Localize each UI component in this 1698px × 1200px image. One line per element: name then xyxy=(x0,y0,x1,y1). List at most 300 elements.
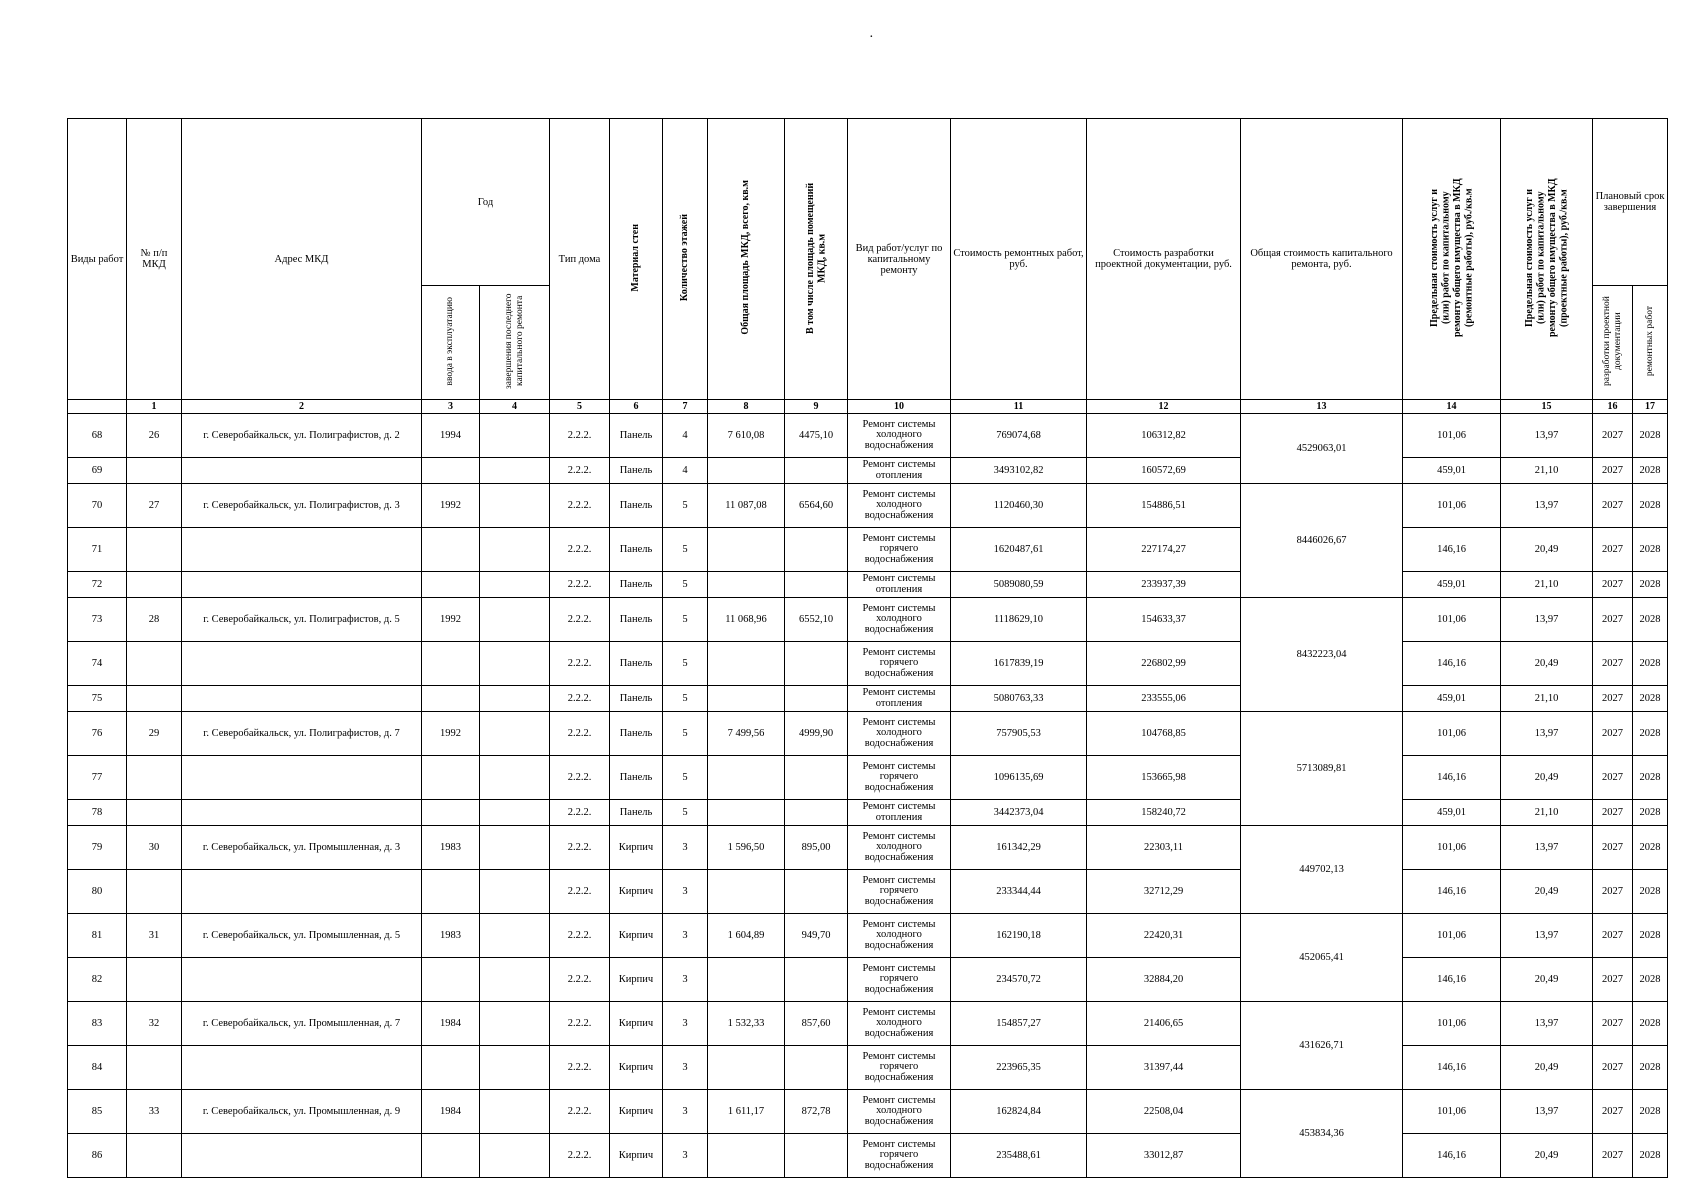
cell-floors: 5 xyxy=(663,800,708,826)
cell-address: г. Северобайкальск, ул. Полиграфистов, д. 5 xyxy=(182,598,422,642)
cell-wall-material: Панель xyxy=(610,528,663,572)
cell-nn-mkd: 31 xyxy=(127,914,182,958)
cell-limit-repair: 101,06 xyxy=(1403,712,1501,756)
cell-repair-deadline: 2028 xyxy=(1633,642,1668,686)
cell-vid-rabot: 69 xyxy=(68,458,127,484)
cell-repair-cost: 162190,18 xyxy=(951,914,1087,958)
cell-limit-repair: 101,06 xyxy=(1403,414,1501,458)
cell-total-area: 11 087,08 xyxy=(708,484,785,528)
cell-vid-rabot: 73 xyxy=(68,598,127,642)
cell-repair-deadline: 2028 xyxy=(1633,914,1668,958)
cell-wall-material: Панель xyxy=(610,686,663,712)
column-number-row xyxy=(68,400,1668,414)
cell-design-cost: 154633,37 xyxy=(1087,598,1241,642)
cell-limit-design: 13,97 xyxy=(1501,1002,1593,1046)
cell-vid-rabot: 86 xyxy=(68,1134,127,1178)
cell-year-repair xyxy=(480,528,550,572)
cell-wall-material: Панель xyxy=(610,414,663,458)
cell-limit-design: 13,97 xyxy=(1501,598,1593,642)
cell-year: 1983 xyxy=(422,826,480,870)
cell-premises-area: 6564,60 xyxy=(785,484,848,528)
cell-design-cost: 22420,31 xyxy=(1087,914,1241,958)
cell-address xyxy=(182,800,422,826)
cell-nn-mkd xyxy=(127,528,182,572)
cell-floors: 5 xyxy=(663,756,708,800)
cell-design-deadline: 2027 xyxy=(1593,756,1633,800)
column-number: 1 xyxy=(127,400,182,414)
cell-work-type: Ремонт системы горячего водоснабжения xyxy=(848,528,951,572)
cell-design-cost: 226802,99 xyxy=(1087,642,1241,686)
cell-repair-deadline: 2028 xyxy=(1633,458,1668,484)
column-number: 10 xyxy=(848,400,951,414)
cell-limit-design: 20,49 xyxy=(1501,958,1593,1002)
cell-house-type: 2.2.2. xyxy=(550,484,610,528)
cell-year-repair xyxy=(480,484,550,528)
cell-address xyxy=(182,756,422,800)
cell-design-deadline: 2027 xyxy=(1593,826,1633,870)
cell-work-type: Ремонт системы горячего водоснабжения xyxy=(848,870,951,914)
cell-repair-deadline: 2028 xyxy=(1633,800,1668,826)
header-pred-proekt: Предельная стоимость услуг и (или) работ по капитальному ремонту общего имущества в МКД (проектные работы), руб./кв.м xyxy=(1523,178,1569,337)
cell-repair-deadline: 2028 xyxy=(1633,870,1668,914)
cell-floors: 5 xyxy=(663,598,708,642)
cell-limit-design: 20,49 xyxy=(1501,642,1593,686)
cell-total-area xyxy=(708,528,785,572)
cell-house-type: 2.2.2. xyxy=(550,528,610,572)
capital-repair-table xyxy=(67,118,1668,1178)
cell-floors: 3 xyxy=(663,826,708,870)
cell-work-type: Ремонт системы холодного водоснабжения xyxy=(848,414,951,458)
cell-address: г. Северобайкальск, ул. Полиграфистов, д. 3 xyxy=(182,484,422,528)
scan-dot: · xyxy=(869,30,874,45)
cell-repair-deadline: 2028 xyxy=(1633,414,1668,458)
table-row xyxy=(68,458,1668,484)
cell-floors: 5 xyxy=(663,642,708,686)
cell-repair-deadline: 2028 xyxy=(1633,1046,1668,1090)
cell-floors: 5 xyxy=(663,572,708,598)
cell-year xyxy=(422,1046,480,1090)
cell-total-cost: 4529063,01 xyxy=(1241,414,1403,484)
table-row xyxy=(68,414,1668,458)
cell-premises-area: 857,60 xyxy=(785,1002,848,1046)
cell-year xyxy=(422,572,480,598)
cell-work-type: Ремонт системы холодного водоснабжения xyxy=(848,1002,951,1046)
cell-vid-rabot: 82 xyxy=(68,958,127,1002)
cell-nn-mkd xyxy=(127,458,182,484)
cell-year-repair xyxy=(480,642,550,686)
cell-year-repair xyxy=(480,414,550,458)
cell-design-cost: 31397,44 xyxy=(1087,1046,1241,1090)
cell-year: 1992 xyxy=(422,484,480,528)
cell-repair-deadline: 2028 xyxy=(1633,484,1668,528)
cell-house-type: 2.2.2. xyxy=(550,686,610,712)
cell-wall-material: Кирпич xyxy=(610,826,663,870)
cell-work-type: Ремонт системы отопления xyxy=(848,458,951,484)
cell-design-deadline: 2027 xyxy=(1593,800,1633,826)
cell-nn-mkd xyxy=(127,572,182,598)
cell-floors: 3 xyxy=(663,1002,708,1046)
header-god-vvoda: ввода в эксплуатацию xyxy=(445,296,456,386)
cell-wall-material: Панель xyxy=(610,484,663,528)
cell-repair-deadline: 2028 xyxy=(1633,712,1668,756)
cell-vid-rabot: 70 xyxy=(68,484,127,528)
cell-vid-rabot: 85 xyxy=(68,1090,127,1134)
column-number: 7 xyxy=(663,400,708,414)
cell-year-repair xyxy=(480,686,550,712)
cell-house-type: 2.2.2. xyxy=(550,572,610,598)
cell-address xyxy=(182,870,422,914)
cell-repair-cost: 233344,44 xyxy=(951,870,1087,914)
cell-design-deadline: 2027 xyxy=(1593,1090,1633,1134)
cell-total-cost: 5713089,81 xyxy=(1241,712,1403,826)
cell-repair-deadline: 2028 xyxy=(1633,528,1668,572)
header-pred-rem: Предельная стоимость услуг и (или) работ по капитальному ремонту общего имущества в МКД (ремонтные работы), руб./кв.м xyxy=(1428,178,1474,337)
column-number: 2 xyxy=(182,400,422,414)
cell-house-type: 2.2.2. xyxy=(550,458,610,484)
cell-year-repair xyxy=(480,712,550,756)
cell-limit-design: 21,10 xyxy=(1501,686,1593,712)
header-etazhi: Количество этажей xyxy=(679,213,691,302)
cell-wall-material: Кирпич xyxy=(610,1090,663,1134)
cell-design-deadline: 2027 xyxy=(1593,458,1633,484)
cell-premises-area: 4475,10 xyxy=(785,414,848,458)
header-obsh-ploshad: Общая площадь МКД, всего, кв.м xyxy=(740,180,752,335)
column-number: 17 xyxy=(1633,400,1668,414)
cell-design-deadline: 2027 xyxy=(1593,914,1633,958)
cell-year-repair xyxy=(480,800,550,826)
cell-year-repair xyxy=(480,826,550,870)
column-number: 11 xyxy=(951,400,1087,414)
cell-address: г. Северобайкальск, ул. Полиграфистов, д. 7 xyxy=(182,712,422,756)
cell-premises-area xyxy=(785,870,848,914)
cell-wall-material: Панель xyxy=(610,458,663,484)
cell-floors: 5 xyxy=(663,712,708,756)
cell-address xyxy=(182,458,422,484)
cell-premises-area xyxy=(785,458,848,484)
cell-wall-material: Кирпич xyxy=(610,1046,663,1090)
cell-nn-mkd: 26 xyxy=(127,414,182,458)
cell-work-type: Ремонт системы горячего водоснабжения xyxy=(848,642,951,686)
cell-design-cost: 227174,27 xyxy=(1087,528,1241,572)
cell-total-cost: 453834,36 xyxy=(1241,1090,1403,1178)
column-number: 14 xyxy=(1403,400,1501,414)
cell-total-area: 1 611,17 xyxy=(708,1090,785,1134)
table-body xyxy=(68,400,1668,1178)
cell-premises-area xyxy=(785,958,848,1002)
cell-house-type: 2.2.2. xyxy=(550,414,610,458)
cell-work-type: Ремонт системы холодного водоснабжения xyxy=(848,1090,951,1134)
table-row xyxy=(68,1046,1668,1090)
table-row xyxy=(68,1002,1668,1046)
cell-wall-material: Панель xyxy=(610,756,663,800)
cell-limit-design: 13,97 xyxy=(1501,414,1593,458)
cell-wall-material: Панель xyxy=(610,642,663,686)
cell-limit-design: 13,97 xyxy=(1501,1090,1593,1134)
header-material: Материал стен xyxy=(630,223,642,292)
cell-premises-area xyxy=(785,572,848,598)
cell-work-type: Ремонт системы отопления xyxy=(848,572,951,598)
cell-house-type: 2.2.2. xyxy=(550,914,610,958)
cell-limit-design: 21,10 xyxy=(1501,800,1593,826)
table-row xyxy=(68,686,1668,712)
table-row xyxy=(68,484,1668,528)
cell-limit-repair: 146,16 xyxy=(1403,756,1501,800)
cell-premises-area: 6552,10 xyxy=(785,598,848,642)
cell-nn-mkd xyxy=(127,642,182,686)
cell-vid-rabot: 72 xyxy=(68,572,127,598)
cell-work-type: Ремонт системы горячего водоснабжения xyxy=(848,1134,951,1178)
cell-design-cost: 233937,39 xyxy=(1087,572,1241,598)
cell-year-repair xyxy=(480,1002,550,1046)
cell-wall-material: Панель xyxy=(610,800,663,826)
cell-floors: 3 xyxy=(663,1134,708,1178)
table-row xyxy=(68,712,1668,756)
cell-design-cost: 32712,29 xyxy=(1087,870,1241,914)
cell-repair-deadline: 2028 xyxy=(1633,1134,1668,1178)
cell-address xyxy=(182,642,422,686)
cell-nn-mkd xyxy=(127,1046,182,1090)
cell-year-repair xyxy=(480,756,550,800)
table-row xyxy=(68,756,1668,800)
cell-year: 1983 xyxy=(422,914,480,958)
cell-floors: 4 xyxy=(663,414,708,458)
header-srok-proekt: разработки проектной документации xyxy=(1601,296,1623,386)
cell-floors: 3 xyxy=(663,914,708,958)
cell-address: г. Северобайкальск, ул. Промышленная, д. 7 xyxy=(182,1002,422,1046)
cell-design-cost: 104768,85 xyxy=(1087,712,1241,756)
cell-vid-rabot: 80 xyxy=(68,870,127,914)
column-number: 4 xyxy=(480,400,550,414)
cell-address xyxy=(182,528,422,572)
cell-repair-cost: 3442373,04 xyxy=(951,800,1087,826)
cell-house-type: 2.2.2. xyxy=(550,1002,610,1046)
table-row xyxy=(68,870,1668,914)
cell-year-repair xyxy=(480,1046,550,1090)
cell-design-deadline: 2027 xyxy=(1593,1002,1633,1046)
header-stoim-proekt: Стоимость разработки проектной документации, руб. xyxy=(1087,119,1241,400)
cell-address xyxy=(182,1134,422,1178)
cell-premises-area xyxy=(785,800,848,826)
cell-limit-repair: 146,16 xyxy=(1403,642,1501,686)
column-number: 9 xyxy=(785,400,848,414)
cell-limit-repair: 459,01 xyxy=(1403,572,1501,598)
cell-repair-cost: 769074,68 xyxy=(951,414,1087,458)
header-god-remonta: завершения последнего капитального ремонта xyxy=(503,293,525,389)
cell-total-area xyxy=(708,642,785,686)
cell-design-cost: 33012,87 xyxy=(1087,1134,1241,1178)
cell-design-cost: 106312,82 xyxy=(1087,414,1241,458)
cell-year xyxy=(422,642,480,686)
cell-design-cost: 158240,72 xyxy=(1087,800,1241,826)
cell-nn-mkd: 29 xyxy=(127,712,182,756)
cell-limit-design: 13,97 xyxy=(1501,484,1593,528)
cell-floors: 3 xyxy=(663,870,708,914)
cell-vid-rabot: 74 xyxy=(68,642,127,686)
cell-limit-design: 13,97 xyxy=(1501,914,1593,958)
cell-vid-rabot: 79 xyxy=(68,826,127,870)
cell-wall-material: Кирпич xyxy=(610,914,663,958)
cell-limit-repair: 459,01 xyxy=(1403,686,1501,712)
cell-premises-area xyxy=(785,642,848,686)
cell-limit-repair: 101,06 xyxy=(1403,1002,1501,1046)
cell-design-deadline: 2027 xyxy=(1593,958,1633,1002)
cell-design-deadline: 2027 xyxy=(1593,414,1633,458)
cell-design-cost: 21406,65 xyxy=(1087,1002,1241,1046)
cell-design-deadline: 2027 xyxy=(1593,870,1633,914)
cell-limit-repair: 459,01 xyxy=(1403,800,1501,826)
cell-nn-mkd xyxy=(127,958,182,1002)
cell-limit-repair: 146,16 xyxy=(1403,1134,1501,1178)
cell-work-type: Ремонт системы отопления xyxy=(848,686,951,712)
cell-year-repair xyxy=(480,958,550,1002)
cell-repair-cost: 154857,27 xyxy=(951,1002,1087,1046)
cell-total-area xyxy=(708,870,785,914)
cell-design-deadline: 2027 xyxy=(1593,528,1633,572)
cell-floors: 3 xyxy=(663,958,708,1002)
table-row xyxy=(68,598,1668,642)
cell-year-repair xyxy=(480,572,550,598)
cell-work-type: Ремонт системы холодного водоснабжения xyxy=(848,484,951,528)
cell-work-type: Ремонт системы горячего водоснабжения xyxy=(848,756,951,800)
cell-house-type: 2.2.2. xyxy=(550,712,610,756)
cell-total-cost: 449702,13 xyxy=(1241,826,1403,914)
cell-year-repair xyxy=(480,458,550,484)
cell-house-type: 2.2.2. xyxy=(550,1134,610,1178)
cell-limit-repair: 101,06 xyxy=(1403,1090,1501,1134)
cell-vid-rabot: 77 xyxy=(68,756,127,800)
header-nn-mkd: № п/п МКД xyxy=(127,119,182,400)
column-number: 8 xyxy=(708,400,785,414)
cell-nn-mkd: 28 xyxy=(127,598,182,642)
cell-year xyxy=(422,528,480,572)
cell-repair-deadline: 2028 xyxy=(1633,686,1668,712)
column-number: 13 xyxy=(1241,400,1403,414)
column-number xyxy=(68,400,127,414)
cell-limit-design: 13,97 xyxy=(1501,826,1593,870)
cell-vid-rabot: 71 xyxy=(68,528,127,572)
cell-vid-rabot: 75 xyxy=(68,686,127,712)
cell-year: 1992 xyxy=(422,712,480,756)
cell-limit-repair: 146,16 xyxy=(1403,870,1501,914)
cell-repair-cost: 1096135,69 xyxy=(951,756,1087,800)
cell-repair-cost: 235488,61 xyxy=(951,1134,1087,1178)
cell-limit-repair: 146,16 xyxy=(1403,958,1501,1002)
cell-limit-design: 13,97 xyxy=(1501,712,1593,756)
cell-total-area xyxy=(708,458,785,484)
cell-work-type: Ремонт системы горячего водоснабжения xyxy=(848,958,951,1002)
cell-wall-material: Панель xyxy=(610,572,663,598)
cell-repair-deadline: 2028 xyxy=(1633,598,1668,642)
cell-total-cost: 452065,41 xyxy=(1241,914,1403,1002)
cell-address xyxy=(182,686,422,712)
cell-house-type: 2.2.2. xyxy=(550,1090,610,1134)
cell-repair-deadline: 2028 xyxy=(1633,1090,1668,1134)
cell-work-type: Ремонт системы отопления xyxy=(848,800,951,826)
cell-total-area: 1 604,89 xyxy=(708,914,785,958)
cell-design-deadline: 2027 xyxy=(1593,572,1633,598)
cell-year-repair xyxy=(480,1090,550,1134)
cell-design-cost: 22303,11 xyxy=(1087,826,1241,870)
cell-nn-mkd xyxy=(127,686,182,712)
cell-repair-cost: 162824,84 xyxy=(951,1090,1087,1134)
table-row xyxy=(68,914,1668,958)
cell-repair-deadline: 2028 xyxy=(1633,756,1668,800)
header-adres: Адрес МКД xyxy=(182,119,422,400)
cell-wall-material: Кирпич xyxy=(610,870,663,914)
cell-repair-cost: 223965,35 xyxy=(951,1046,1087,1090)
cell-year xyxy=(422,1134,480,1178)
cell-address xyxy=(182,572,422,598)
cell-limit-design: 20,49 xyxy=(1501,870,1593,914)
cell-design-cost: 233555,06 xyxy=(1087,686,1241,712)
cell-wall-material: Кирпич xyxy=(610,1134,663,1178)
cell-limit-repair: 459,01 xyxy=(1403,458,1501,484)
cell-year xyxy=(422,800,480,826)
table-row xyxy=(68,958,1668,1002)
header-srok: Плановый срок завершения xyxy=(1593,119,1668,286)
cell-house-type: 2.2.2. xyxy=(550,958,610,1002)
cell-year xyxy=(422,686,480,712)
cell-premises-area: 949,70 xyxy=(785,914,848,958)
cell-vid-rabot: 83 xyxy=(68,1002,127,1046)
cell-wall-material: Кирпич xyxy=(610,1002,663,1046)
cell-year: 1992 xyxy=(422,598,480,642)
header-vid-uslug: Вид работ/услуг по капитальному ремонту xyxy=(848,119,951,400)
cell-house-type: 2.2.2. xyxy=(550,756,610,800)
cell-house-type: 2.2.2. xyxy=(550,1046,610,1090)
cell-wall-material: Панель xyxy=(610,712,663,756)
cell-house-type: 2.2.2. xyxy=(550,870,610,914)
column-number: 5 xyxy=(550,400,610,414)
cell-design-deadline: 2027 xyxy=(1593,642,1633,686)
column-number: 15 xyxy=(1501,400,1593,414)
header-stoim-rabot: Стоимость ремонтных работ, руб. xyxy=(951,119,1087,400)
cell-floors: 5 xyxy=(663,528,708,572)
cell-limit-design: 20,49 xyxy=(1501,1046,1593,1090)
cell-premises-area: 895,00 xyxy=(785,826,848,870)
table-row xyxy=(68,572,1668,598)
cell-vid-rabot: 68 xyxy=(68,414,127,458)
cell-limit-design: 20,49 xyxy=(1501,1134,1593,1178)
cell-design-deadline: 2027 xyxy=(1593,598,1633,642)
cell-address: г. Северобайкальск, ул. Полиграфистов, д. 2 xyxy=(182,414,422,458)
cell-house-type: 2.2.2. xyxy=(550,800,610,826)
cell-repair-cost: 5080763,33 xyxy=(951,686,1087,712)
column-number: 3 xyxy=(422,400,480,414)
cell-repair-cost: 1620487,61 xyxy=(951,528,1087,572)
table-row xyxy=(68,1090,1668,1134)
cell-limit-design: 21,10 xyxy=(1501,572,1593,598)
cell-year: 1984 xyxy=(422,1002,480,1046)
cell-premises-area: 872,78 xyxy=(785,1090,848,1134)
cell-address: г. Северобайкальск, ул. Промышленная, д. 3 xyxy=(182,826,422,870)
cell-design-deadline: 2027 xyxy=(1593,1046,1633,1090)
cell-nn-mkd xyxy=(127,756,182,800)
cell-repair-deadline: 2028 xyxy=(1633,826,1668,870)
cell-vid-rabot: 78 xyxy=(68,800,127,826)
cell-floors: 3 xyxy=(663,1046,708,1090)
cell-nn-mkd xyxy=(127,800,182,826)
cell-repair-cost: 1118629,10 xyxy=(951,598,1087,642)
cell-limit-repair: 101,06 xyxy=(1403,598,1501,642)
cell-work-type: Ремонт системы горячего водоснабжения xyxy=(848,1046,951,1090)
cell-year-repair xyxy=(480,870,550,914)
cell-limit-design: 20,49 xyxy=(1501,756,1593,800)
cell-work-type: Ремонт системы холодного водоснабжения xyxy=(848,598,951,642)
cell-design-cost: 32884,20 xyxy=(1087,958,1241,1002)
cell-design-deadline: 2027 xyxy=(1593,484,1633,528)
cell-floors: 5 xyxy=(663,484,708,528)
